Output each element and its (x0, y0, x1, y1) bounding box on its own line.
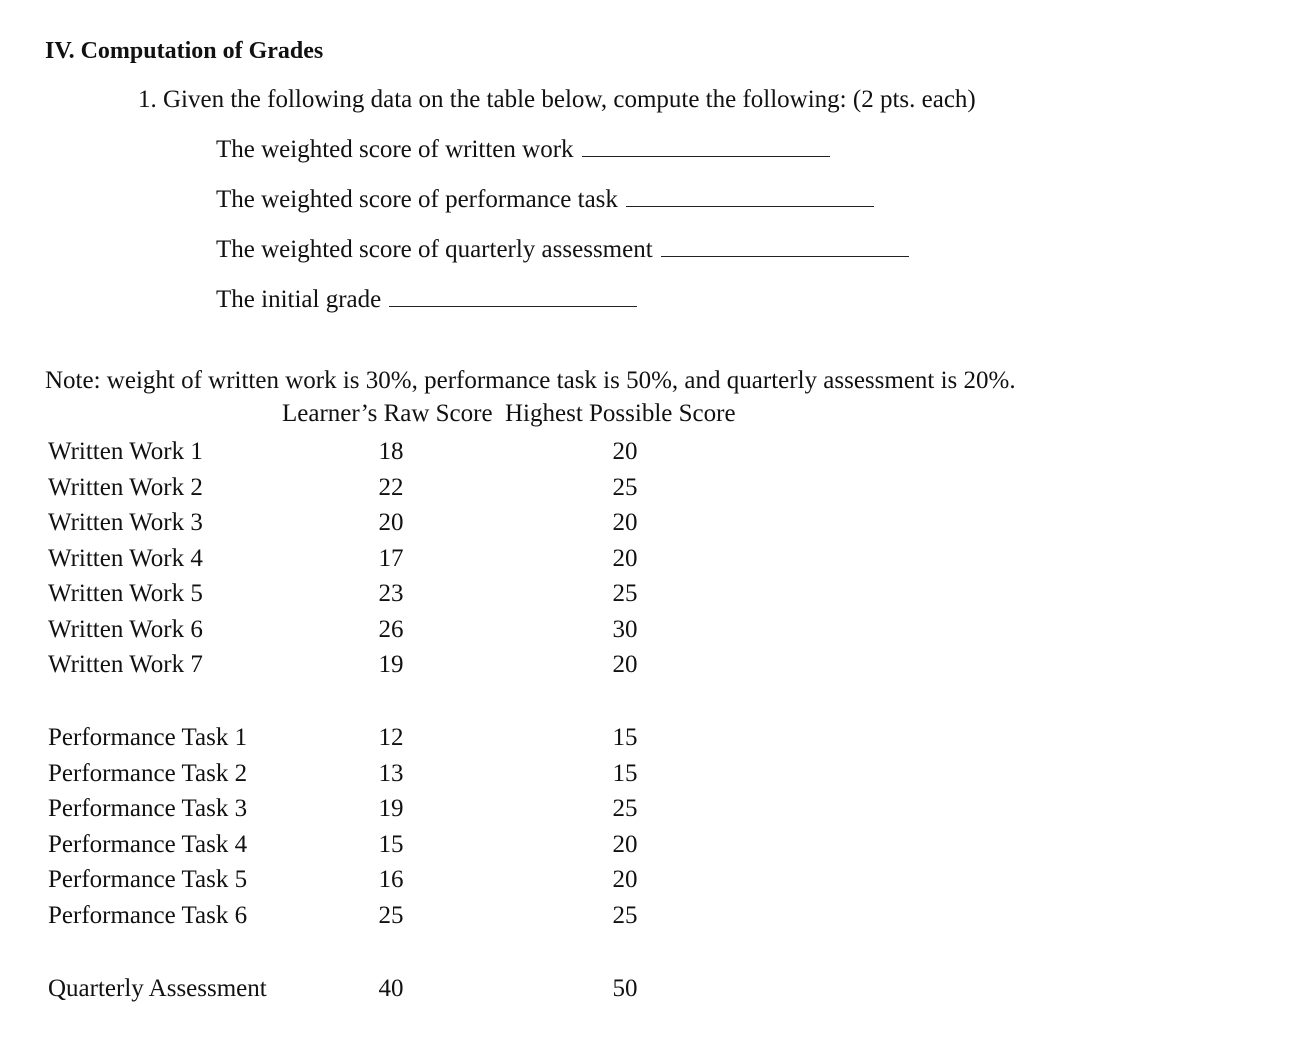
row-label: Performance Task 1 (48, 724, 248, 751)
raw-score-cell: 16 (378, 866, 404, 893)
row-label: Performance Task 3 (48, 795, 248, 822)
column-header-highest-score: Highest Possible Score (505, 400, 736, 427)
prompt-written-work (216, 136, 830, 164)
highest-score-cell: 15 (612, 760, 638, 787)
highest-score-cell: 25 (612, 580, 638, 607)
row-label: Performance Task 6 (48, 902, 248, 929)
answer-blank-initial-grade[interactable] (389, 286, 637, 307)
row-label: Quarterly Assessment (48, 975, 267, 1002)
prompt-initial-grade (216, 286, 637, 314)
highest-score-cell: 20 (612, 545, 638, 572)
highest-score-cell: 20 (612, 509, 638, 536)
highest-score-cell: 30 (612, 616, 638, 643)
row-label: Written Work 1 (48, 438, 203, 465)
highest-score-cell: 20 (612, 438, 638, 465)
prompt-label: The initial grade (216, 286, 382, 313)
answer-blank-performance-task[interactable] (626, 186, 874, 207)
weight-note: Note: weight of written work is 30%, performance task is 50%, and quarterly assessment is 20%. (45, 367, 1016, 394)
row-label: Written Work 5 (48, 580, 203, 607)
raw-score-cell: 23 (378, 580, 404, 607)
highest-score-cell: 25 (612, 474, 638, 501)
raw-score-cell: 13 (378, 760, 404, 787)
highest-score-cell: 15 (612, 724, 638, 751)
row-label: Written Work 4 (48, 545, 203, 572)
raw-score-cell: 18 (378, 438, 404, 465)
raw-score-cell: 26 (378, 616, 404, 643)
raw-score-cell: 12 (378, 724, 404, 751)
question-text: 1. Given the following data on the table below, compute the following: (2 pts. each) (138, 86, 976, 113)
highest-score-cell: 20 (612, 831, 638, 858)
row-label: Performance Task 4 (48, 831, 248, 858)
row-label: Performance Task 2 (48, 760, 248, 787)
raw-score-cell: 20 (378, 509, 404, 536)
prompt-performance-task (216, 186, 874, 214)
answer-blank-written-work[interactable] (582, 136, 830, 157)
raw-score-cell: 22 (378, 474, 404, 501)
row-label: Written Work 6 (48, 616, 203, 643)
prompt-label: The weighted score of written work (216, 136, 574, 163)
highest-score-cell: 25 (612, 795, 638, 822)
highest-score-cell: 25 (612, 902, 638, 929)
answer-blank-quarterly-assessment[interactable] (661, 236, 909, 257)
highest-score-cell: 50 (612, 975, 638, 1002)
column-header-raw-score: Learner’s Raw Score (282, 400, 493, 427)
row-label: Written Work 3 (48, 509, 203, 536)
raw-score-cell: 19 (378, 795, 404, 822)
prompt-quarterly-assessment (216, 236, 909, 264)
raw-score-cell: 40 (378, 975, 404, 1002)
prompt-label: The weighted score of performance task (216, 186, 618, 213)
raw-score-cell: 17 (378, 545, 404, 572)
raw-score-cell: 19 (378, 651, 404, 678)
row-label: Written Work 7 (48, 651, 203, 678)
prompt-label: The weighted score of quarterly assessment (216, 236, 653, 263)
raw-score-cell: 15 (378, 831, 404, 858)
highest-score-cell: 20 (612, 651, 638, 678)
row-label: Written Work 2 (48, 474, 203, 501)
row-label: Performance Task 5 (48, 866, 248, 893)
highest-score-cell: 20 (612, 866, 638, 893)
section-heading: IV. Computation of Grades (45, 38, 324, 64)
raw-score-cell: 25 (378, 902, 404, 929)
